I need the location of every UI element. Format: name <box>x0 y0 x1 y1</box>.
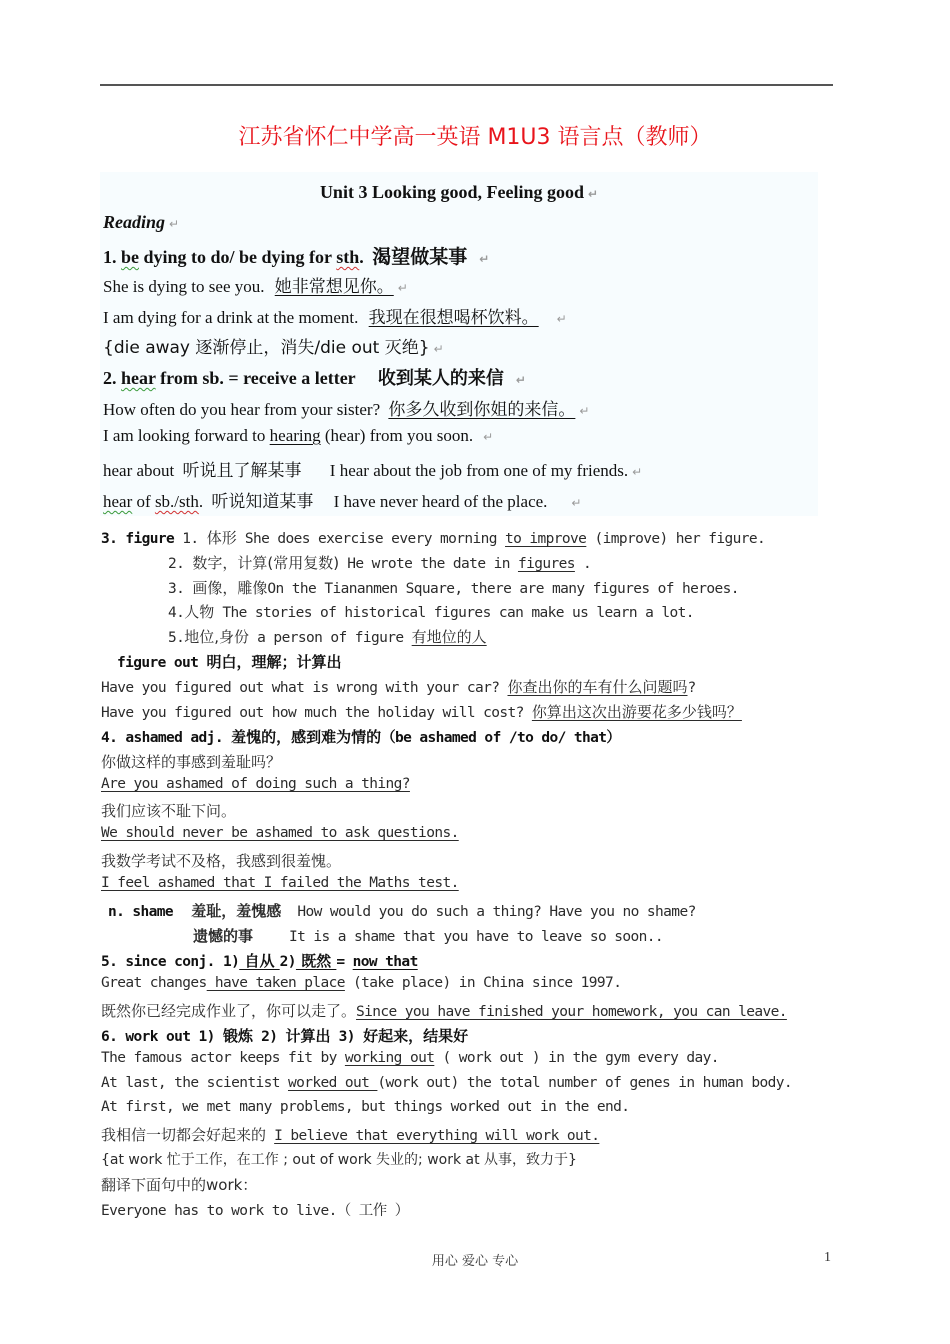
section-heading: Reading ↵ <box>103 212 180 232</box>
item1-example1: She is dying to see you. 她非常想见你。 ↵ <box>103 277 408 297</box>
item3-line1: 3. figure 1. 体形 She does exercise every morning to improve (improve) her figure. <box>101 529 766 547</box>
item2-example1: How often do you hear from your sister? 你多久收到你姐的来信。 ↵ <box>103 400 590 420</box>
paragraph-mark-icon: ↵ <box>397 281 408 295</box>
item1-heading: 1. be dying to do/ be dying for sth. 渴望做某事 ↵ <box>103 246 490 268</box>
item6-translate-label: 翻译下面句中的work： <box>101 1176 258 1194</box>
item4-q3-en: I feel ashamed that I failed the Maths test. <box>101 875 459 891</box>
item1-example2: I am dying for a drink at the moment. 我现在很想喝杯饮料。 ↵ <box>103 308 567 328</box>
item5-heading: 5. since conj. 1) 自从 2) 既然 = now that <box>101 952 418 970</box>
item3-line2: 2. 数字，计算(常用复数) He wrote the date in figures . <box>168 554 592 572</box>
page-footer: 用心 爱心 专心 <box>431 1254 519 1269</box>
item4-q2-en: We should never be ashamed to ask questions. <box>101 825 459 841</box>
document-title: 江苏省怀仁中学高一英语 M1U3 语言点（教师） <box>238 125 712 150</box>
item6-heading: 6. work out 1) 锻炼 2) 计算出 3) 好起来，结果好 <box>101 1027 469 1045</box>
hear-of-line: hear of sb./sth. 听说知道某事 I have never heard of the place. ↵ <box>103 492 582 512</box>
item4-q1-en: Are you ashamed of doing such a thing? <box>101 776 410 792</box>
item6-translate-example: Everyone has to work to live.（ 工作 ） <box>101 1203 409 1219</box>
figure-out-example1: Have you figured out what is wrong with your car? 你查出你的车有什么问题吗? <box>101 678 696 696</box>
item4-q1-cn: 你做这样的事感到羞耻吗？ <box>101 753 282 771</box>
pasted-image-block <box>100 172 818 516</box>
hear-about-line: hear about 听说且了解某事 I hear about the job from one of my friends. ↵ <box>103 461 643 481</box>
item2-example2: I am looking forward to hearing (hear) from you soon. ↵ <box>103 426 494 445</box>
shame-line2: 遗憾的事 It is a shame that you have to leave so soon.. <box>193 927 663 945</box>
item6-example1: The famous actor keeps fit by working out ( work out ) in the gym every day. <box>101 1050 719 1066</box>
paragraph-mark-icon: ↵ <box>556 312 567 326</box>
paragraph-mark-icon: ↵ <box>515 373 526 387</box>
figure-out-heading: figure out 明白，理解；计算出 <box>117 653 342 671</box>
item2-heading: 2. hear from sb. = receive a letter 收到某人的来信 ↵ <box>103 368 526 389</box>
item1-note: {die away 逐渐停止，消失/die out 灭绝} ↵ <box>103 338 444 358</box>
item6-example4: 我相信一切都会好起来的 I believe that everything will work out. <box>101 1126 600 1144</box>
paragraph-mark-icon: ↵ <box>433 342 444 356</box>
page-number: 1 <box>824 1250 831 1265</box>
item6-example2: At last, the scientist worked out (work out) the total number of genes in human body. <box>101 1075 793 1091</box>
item5-example1: Great changes have taken place (take place) in China since 1997. <box>101 975 622 991</box>
unit-title: Unit 3 Looking good, Feeling good ↵ <box>319 182 599 202</box>
paragraph-mark-icon: ↵ <box>479 252 490 266</box>
paragraph-mark-icon: ↵ <box>632 465 643 479</box>
item3-line3: 3. 画像，雕像On the Tiananmen Square, there are many figures of heroes. <box>168 579 739 597</box>
shame-line1: n. shame 羞耻，羞愧感 How would you do such a thing? Have you no shame? <box>108 902 696 920</box>
item3-line4: 4.人物 The stories of historical figures can make us learn a lot. <box>168 603 694 621</box>
item5-example2: 既然你已经完成作业了，你可以走了。Since you have finished your homework, you can leave. <box>101 1002 787 1020</box>
header-rule <box>100 84 833 86</box>
item6-note: {at work 忙于工作，在工作 ; out of work 失业的; work at 从事，致力于} <box>101 1152 577 1168</box>
paragraph-mark-icon: ↵ <box>587 187 599 201</box>
paragraph-mark-icon: ↵ <box>579 404 590 418</box>
item3-line5: 5.地位,身份 a person of figure 有地位的人 <box>168 628 487 646</box>
item4-q2-cn: 我们应该不耻下问。 <box>101 802 237 820</box>
paragraph-mark-icon: ↵ <box>483 430 494 444</box>
paragraph-mark-icon: ↵ <box>169 217 180 231</box>
figure-out-example2: Have you figured out how much the holiday will cost? 你算出这次出游要花多少钱吗？ <box>101 703 742 721</box>
paragraph-mark-icon: ↵ <box>571 496 582 510</box>
item6-example3: At first, we met many problems, but things worked out in the end. <box>101 1099 630 1115</box>
item4-q3-cn: 我数学考试不及格，我感到很羞愧。 <box>101 852 342 870</box>
item4-heading: 4. ashamed adj. 羞愧的，感到难为情的（be ashamed of /to do/ that） <box>101 728 621 746</box>
